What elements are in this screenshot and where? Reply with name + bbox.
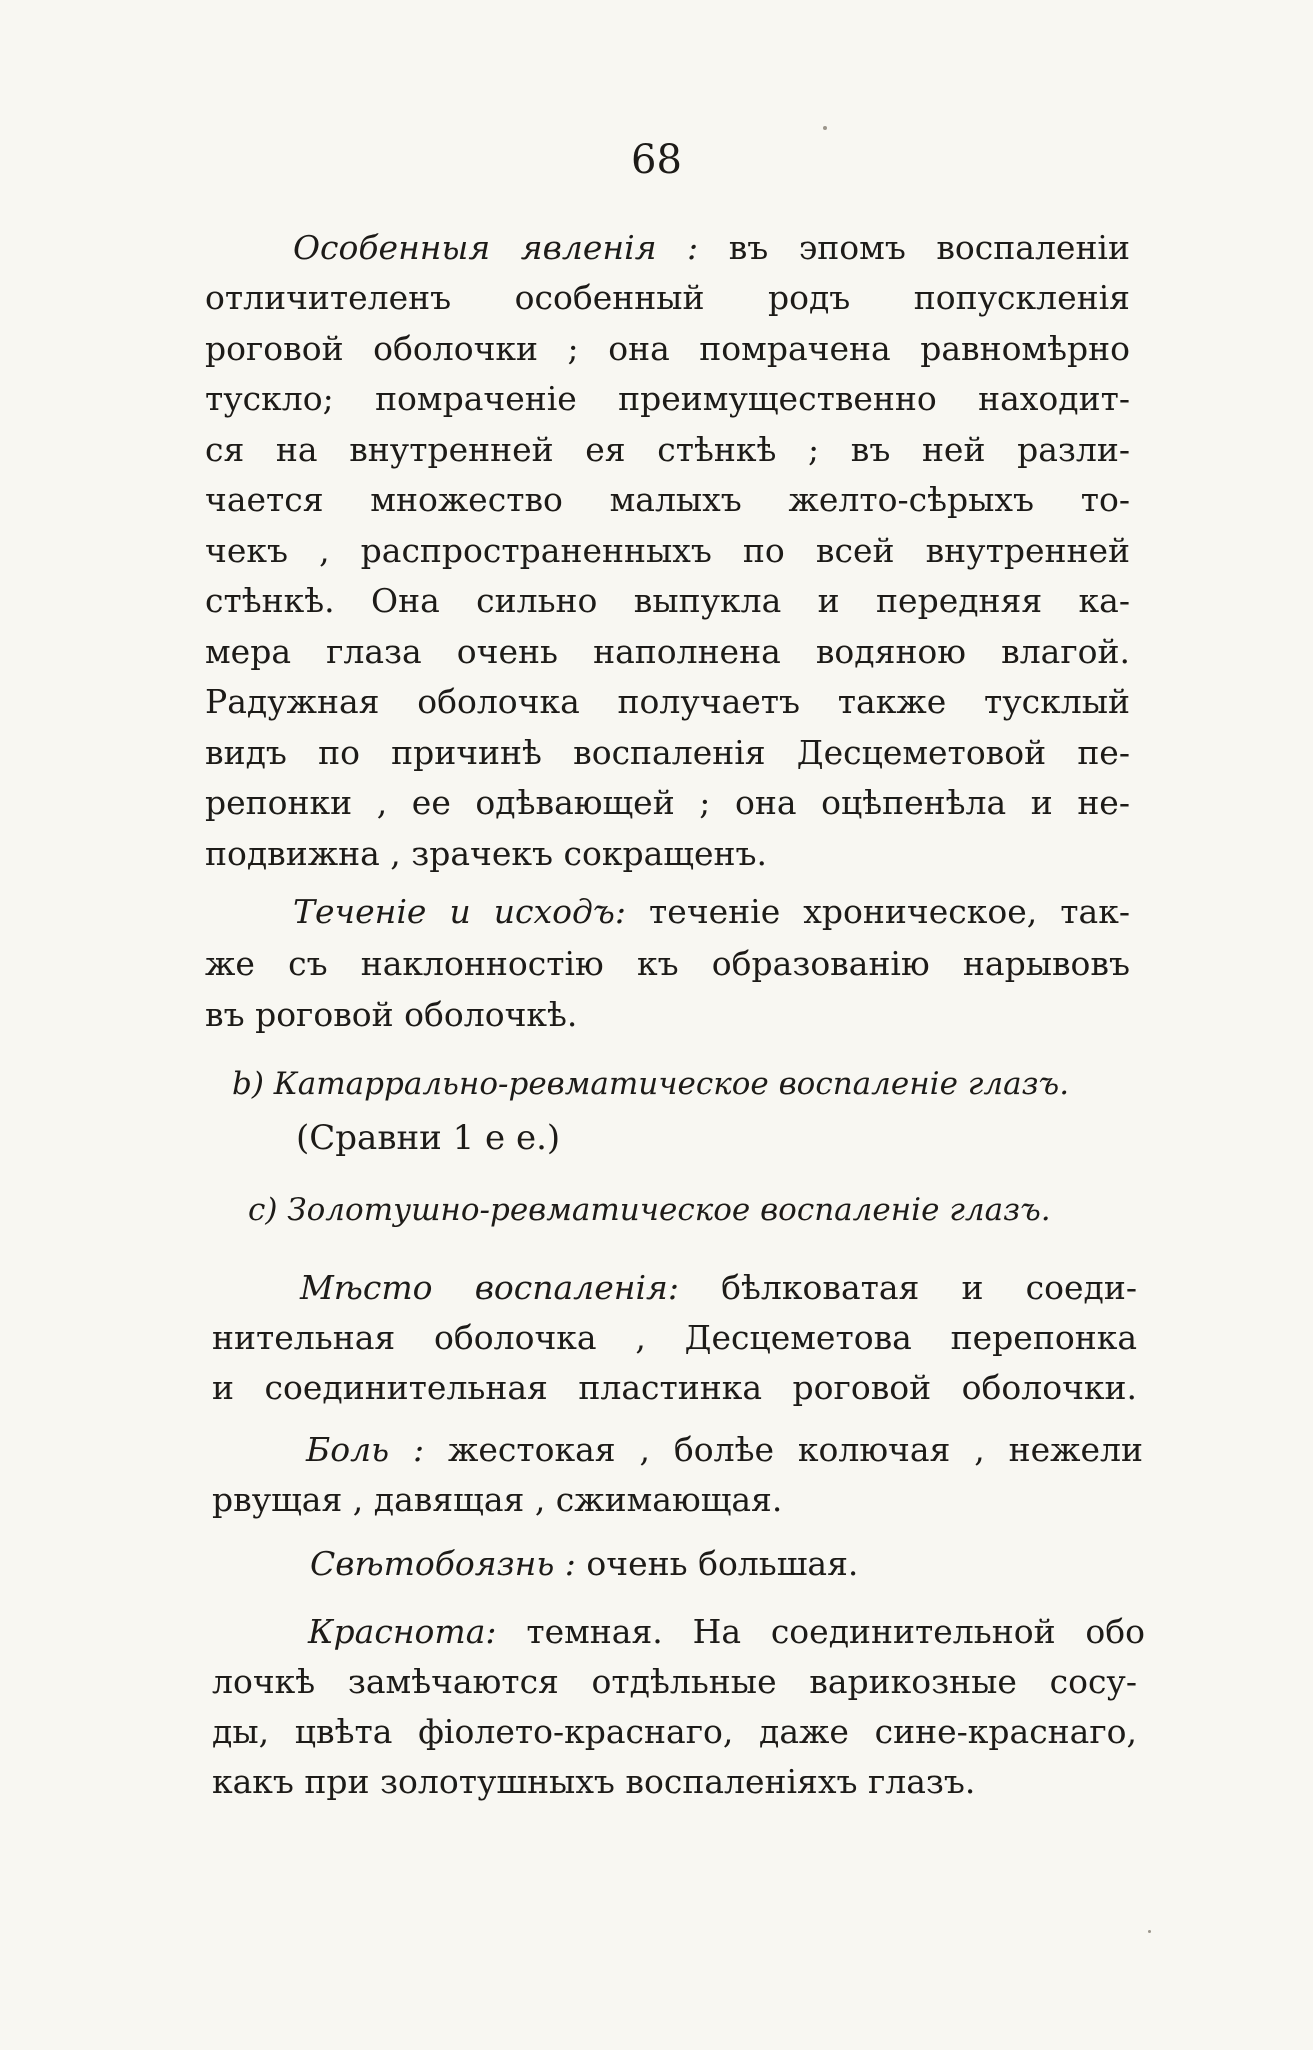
paragraph-line: чается множество малыхъ желто-сѣрыхъ то-: [205, 480, 1130, 519]
page-number: 68: [631, 137, 682, 183]
paragraph-label: Боль :: [306, 1430, 425, 1469]
paper-speck: [1148, 1930, 1151, 1933]
paragraph-text: очень большая.: [586, 1544, 859, 1583]
paragraph-line: репонки , ее одѣвающей ; она оцѣпенѣла и не-: [205, 783, 1130, 822]
paragraph-text: темная. На соединительной обо: [526, 1612, 1145, 1651]
paragraph-text: въ эпомъ воспаленіи: [728, 228, 1130, 267]
paragraph-line: [212, 1262, 1137, 1314]
paragraph-line: и соединительная пластинка роговой оболочки.: [212, 1368, 1137, 1407]
section-heading: c) Золотушно-ревматическое воспаленіе глазъ.: [248, 1192, 1051, 1228]
paragraph-line: какъ при золотушныхъ воспаленіяхъ глазъ.: [212, 1762, 976, 1801]
paragraph-line: [222, 1538, 1147, 1590]
paragraph-text: жестокая , болѣе колючая , нежели: [448, 1430, 1143, 1469]
paragraph-line: въ роговой оболочкѣ.: [205, 994, 578, 1034]
paragraph-line: чекъ , распространенныхъ по всей внутренней: [205, 530, 1130, 570]
paragraph-line: отличителенъ особенный родъ попускленія: [205, 278, 1130, 317]
paragraph-line: ся на внутренней ея стѣнкѣ ; въ ней разли-: [205, 429, 1130, 469]
paragraph-label: Теченіе и исходъ:: [293, 892, 626, 931]
paper-speck: [823, 126, 827, 130]
paragraph-label: Особенныя явленія :: [293, 228, 699, 267]
paragraph-line: же съ наклонностію къ образованію нарывовъ: [205, 944, 1130, 983]
paragraph-label: Свѣтобоязнь :: [310, 1544, 576, 1583]
paragraph-line: [205, 886, 1130, 938]
paragraph-line: нительная оболочка , Десцеметова перепонка: [212, 1318, 1137, 1357]
paragraph-line: [220, 1606, 1145, 1658]
paragraph-label: Краснота:: [308, 1612, 497, 1651]
section-heading: b) Катаррально-ревматическое воспаленіе глазъ.: [232, 1066, 1070, 1102]
paragraph-line: [218, 1424, 1143, 1476]
paragraph-text: теченіе хроническое, так-: [649, 892, 1130, 931]
paragraph-line: видъ по причинѣ воспаленія Десцеметовой пе-: [205, 732, 1130, 772]
paragraph-line: [205, 222, 1130, 274]
section-note: (Сравни 1 е е.): [296, 1118, 561, 1158]
paragraph-label: Мѣсто воспаленія:: [300, 1268, 679, 1307]
paragraph-line: роговой оболочки ; она помрачена равномѣрно: [205, 328, 1130, 368]
paragraph-line: лочкѣ замѣчаются отдѣльные варикозные сосу-: [212, 1662, 1137, 1701]
paragraph-line: тускло; помраченіе преимущественно находит-: [205, 379, 1130, 418]
paragraph-line: стѣнкѣ. Она сильно выпукла и передняя ка-: [205, 581, 1130, 620]
paragraph-text: бѣлковатая и соеди-: [721, 1268, 1137, 1307]
paragraph-line: рвущая , давящая , сжимающая.: [212, 1480, 783, 1519]
paragraph-line: подвижна , зрачекъ сокращенъ.: [205, 833, 767, 873]
paragraph-line: Радужная оболочка получаетъ также тусклый: [205, 682, 1130, 721]
paragraph-line: мера глаза очень наполнена водяною влагой.: [205, 631, 1130, 671]
paragraph-line: ды, цвѣта фіолето-краснаго, даже сине-краснаго,: [212, 1712, 1137, 1751]
